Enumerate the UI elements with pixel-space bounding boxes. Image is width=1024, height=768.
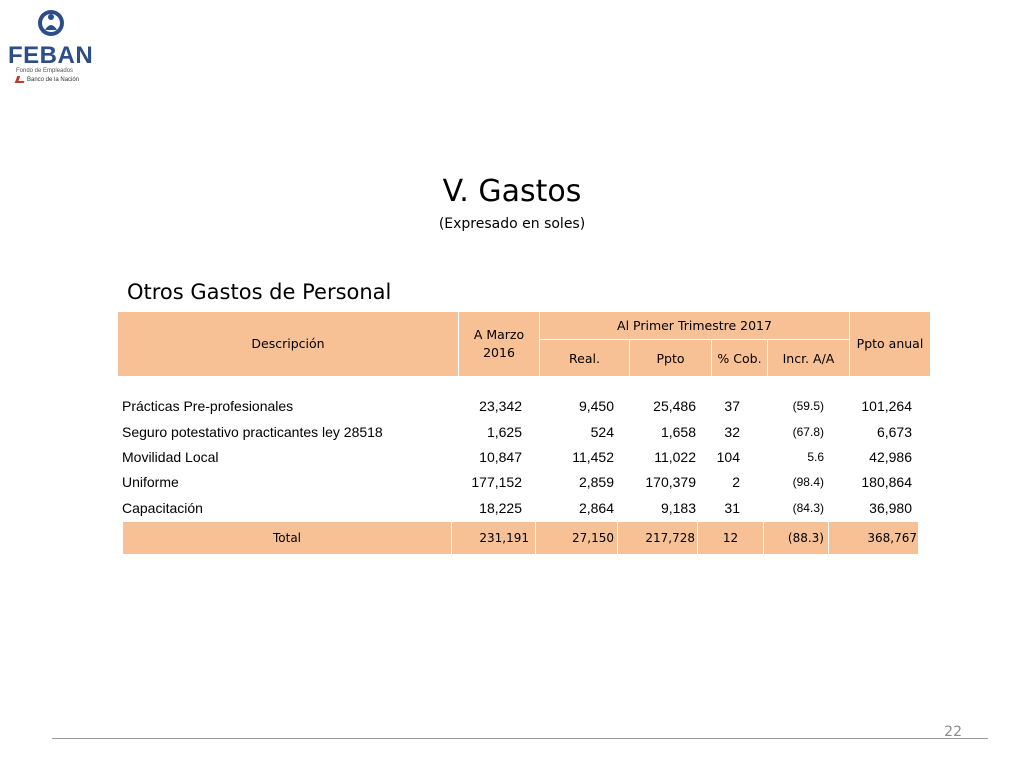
logo-bank (16, 76, 79, 83)
header-annual: Ppto anual (850, 312, 930, 376)
row-incr: 5.6 (807, 450, 824, 464)
row-prior: 10,847 (479, 449, 522, 465)
row-prior: 177,152 (471, 474, 522, 490)
logo-wordmark: FEBAN (8, 42, 94, 69)
row-cob: 32 (724, 424, 740, 440)
total-prior: 231,191 (452, 522, 536, 554)
table-row (118, 394, 930, 419)
row-annual: 36,980 (869, 500, 912, 516)
row-description: Seguro potestativo practicantes ley 28518 (122, 424, 383, 440)
page-title: V. Gastos (442, 174, 582, 209)
total-real: 27,150 (536, 522, 618, 554)
header-incr: Incr. A/A (768, 340, 850, 376)
row-incr: (84.3) (792, 501, 824, 515)
total-cob: 12 (698, 522, 764, 554)
row-ppto: 25,486 (653, 398, 696, 414)
row-ppto: 11,022 (654, 449, 696, 465)
page-number: 22 (944, 724, 962, 740)
total-ppto: 217,728 (618, 522, 698, 554)
row-real: 9,450 (578, 398, 614, 414)
header-ppto: Ppto (630, 340, 712, 376)
row-prior: 1,625 (486, 424, 522, 440)
row-incr: (98.4) (792, 475, 824, 489)
section-title: Otros Gastos de Personal (127, 280, 392, 304)
total-label: Total (123, 522, 452, 554)
row-incr: (59.5) (792, 399, 824, 413)
row-incr: (67.8) (792, 425, 824, 439)
feban-logo (6, 6, 94, 84)
row-ppto: 170,379 (645, 474, 696, 490)
header-prior: A Marzo 2016 (459, 312, 540, 376)
logo-bank-text: Banco de la Nación (27, 77, 80, 84)
row-description: Uniforme (122, 474, 179, 490)
globe-figure-icon (36, 8, 66, 38)
row-description: Capacitación (122, 500, 203, 516)
table-row (118, 470, 930, 495)
footer-divider (52, 738, 988, 739)
row-ppto: 9,183 (660, 500, 696, 516)
row-ppto: 1,658 (660, 424, 696, 440)
row-cob: 31 (724, 500, 740, 516)
row-real: 11,452 (572, 449, 614, 465)
row-cob: 37 (724, 398, 740, 414)
header-cob: % Cob. (712, 340, 768, 376)
total-incr: (88.3) (764, 522, 829, 554)
row-description: Prácticas Pre-profesionales (122, 398, 294, 414)
row-annual: 180,864 (861, 474, 912, 490)
row-real: 2,859 (578, 474, 614, 490)
row-annual: 6,673 (876, 424, 912, 440)
page-subtitle: (Expresado en soles) (438, 216, 586, 232)
row-annual: 101,264 (861, 398, 912, 414)
bank-mark-icon (15, 76, 27, 83)
table-row (118, 420, 930, 445)
table-row (118, 445, 930, 470)
row-cob: 104 (716, 449, 740, 465)
row-prior: 18,225 (479, 500, 522, 516)
header-description: Descripción (118, 312, 459, 376)
logo-tagline: Fondo de Empleados (16, 68, 74, 74)
row-real: 524 (590, 424, 614, 440)
row-description: Movilidad Local (122, 449, 219, 465)
row-annual: 42,986 (869, 449, 912, 465)
row-cob: 2 (732, 474, 740, 490)
row-real: 2,864 (578, 500, 614, 516)
row-prior: 23,342 (479, 398, 522, 414)
table-row (118, 496, 930, 521)
header-real: Real. (540, 340, 630, 376)
header-quarter-group: Al Primer Trimestre 2017 (540, 312, 850, 340)
total-annual: 368,767 (829, 522, 918, 554)
